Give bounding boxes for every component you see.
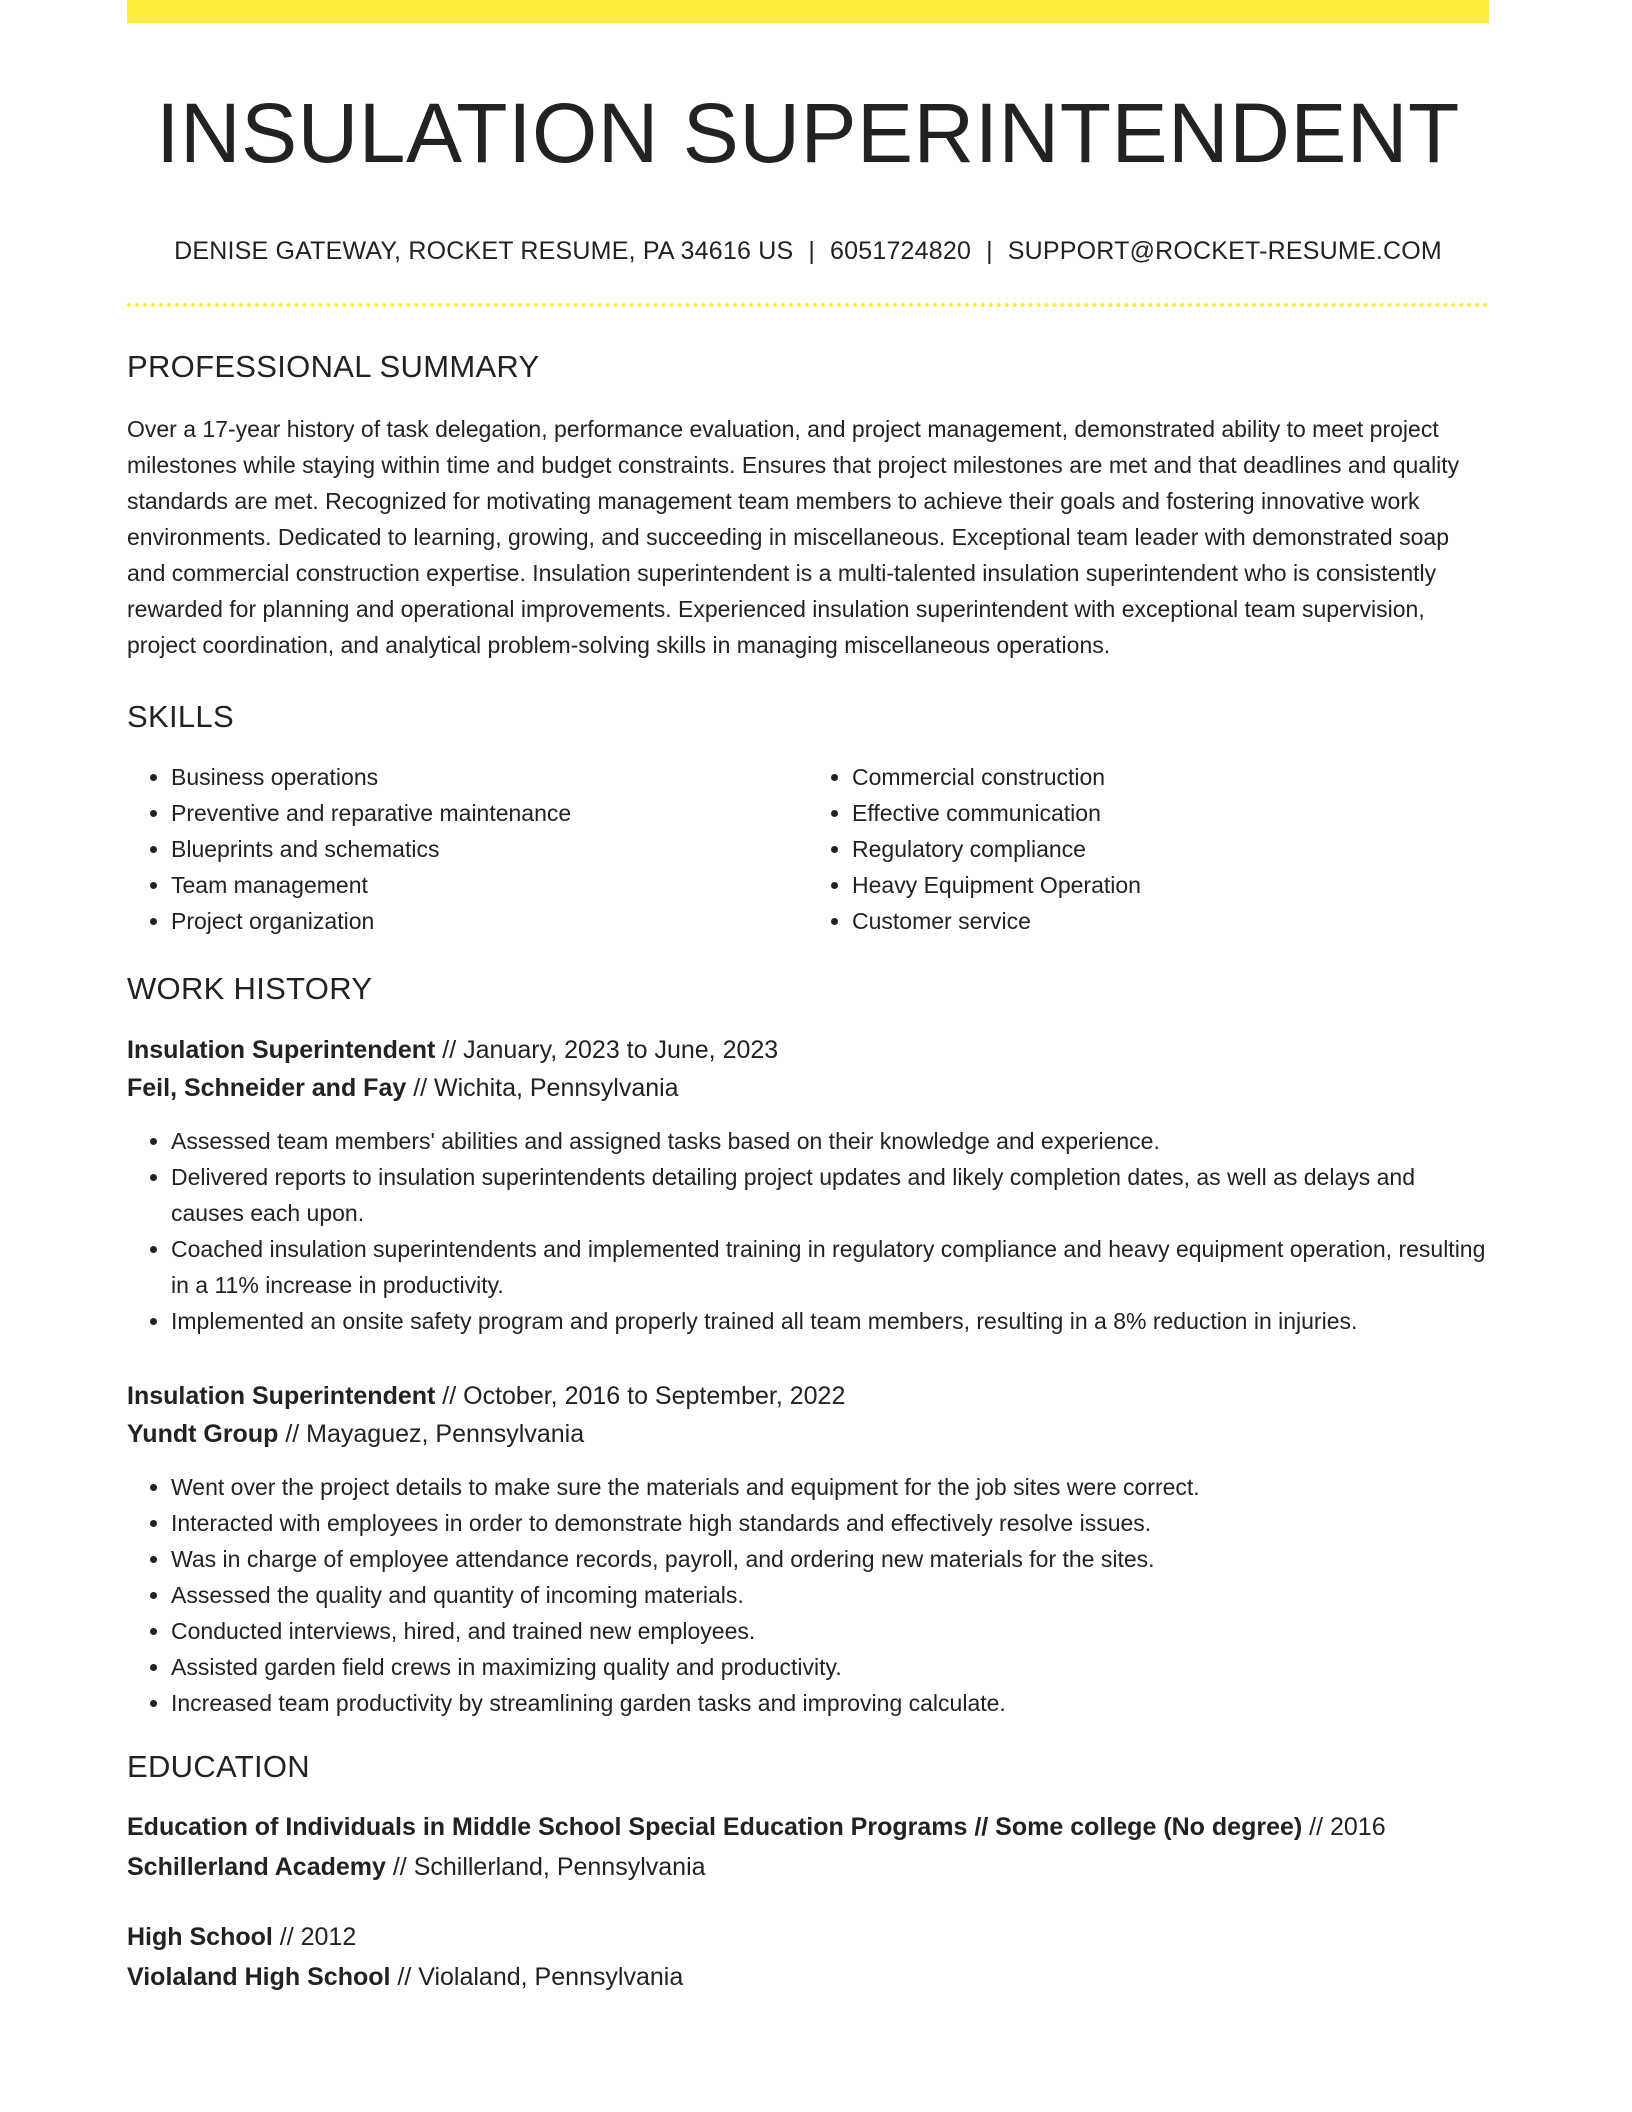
job-bullet: • Increased team productivity by streamlining garden tasks and improving calculate. xyxy=(171,1685,1489,1721)
job-bullet: • Delivered reports to insulation superintendents detailing project updates and likely completion dates, as well as delays and causes each upon. xyxy=(171,1159,1489,1231)
skill-item: • Customer service xyxy=(852,903,1489,939)
skills-column-right xyxy=(808,759,1489,939)
education-entry xyxy=(127,1807,1489,1887)
job-location: // Wichita, Pennsylvania xyxy=(406,1074,679,1102)
resume-title: INSULATION SUPERINTENDENT xyxy=(156,86,1460,180)
education-degree: High School xyxy=(127,1923,273,1951)
skill-item: • Effective communication xyxy=(852,795,1489,831)
job-dates: // October, 2016 to September, 2022 xyxy=(435,1382,846,1410)
job-title-line xyxy=(127,1377,1489,1415)
contact-address: DENISE GATEWAY, ROCKET RESUME, PA 34616 US xyxy=(174,237,794,265)
job-company: Yundt Group xyxy=(127,1420,279,1448)
job-bullet: • Went over the project details to make sure the materials and equipment for the job sites were correct. xyxy=(171,1469,1489,1505)
job-title-line xyxy=(127,1031,1489,1069)
work-history-heading: WORK HISTORY xyxy=(127,971,373,1006)
skills-heading: SKILLS xyxy=(127,699,234,734)
education-heading: EDUCATION xyxy=(127,1749,310,1784)
job-dates: // January, 2023 to June, 2023 xyxy=(435,1036,779,1064)
job-bullet: • Interacted with employees in order to demonstrate high standards and effectively resolve issues. xyxy=(171,1505,1489,1541)
contact-phone: 6051724820 xyxy=(830,237,972,265)
education-school-line xyxy=(127,1847,1489,1887)
skill-item: • Preventive and reparative maintenance xyxy=(171,795,808,831)
job-location: // Mayaguez, Pennsylvania xyxy=(278,1420,585,1448)
job-bullet: • Conducted interviews, hired, and trained new employees. xyxy=(171,1613,1489,1649)
skills-list-right xyxy=(808,759,1489,939)
job-bullet-list xyxy=(127,1469,1489,1721)
education-degree-line xyxy=(127,1917,1489,1957)
contact-separator: | xyxy=(986,237,993,265)
education-school: Schillerland Academy xyxy=(127,1853,386,1881)
education-location: // Schillerland, Pennsylvania xyxy=(385,1853,706,1881)
job-title: Insulation Superintendent xyxy=(127,1036,436,1064)
job-bullet: • Coached insulation superintendents and implemented training in regulatory compliance and heavy equipment operation, resulting in a 11% increase in productivity. xyxy=(171,1231,1489,1303)
education-location: // Violaland, Pennsylvania xyxy=(390,1963,684,1991)
education-school-line xyxy=(127,1957,1489,1997)
job-entry xyxy=(127,1031,1489,1339)
skill-item: • Heavy Equipment Operation xyxy=(852,867,1489,903)
dotted-divider xyxy=(127,303,1489,307)
contact-line xyxy=(127,235,1489,267)
skills-column-left xyxy=(127,759,808,939)
skill-item: • Team management xyxy=(171,867,808,903)
job-entry xyxy=(127,1377,1489,1721)
education-school: Violaland High School xyxy=(127,1963,391,1991)
job-bullet: • Assessed team members' abilities and assigned tasks based on their knowledge and experience. xyxy=(171,1123,1489,1159)
education-entry xyxy=(127,1917,1489,1997)
job-company-line xyxy=(127,1415,1489,1453)
job-bullet-list xyxy=(127,1123,1489,1339)
education-degree: Education of Individuals in Middle School Special Education Programs // Some college (No degree) xyxy=(127,1813,1303,1841)
contact-email: SUPPORT@ROCKET-RESUME.COM xyxy=(1007,237,1442,265)
education-year: // 2012 xyxy=(272,1923,357,1951)
skill-item: • Project organization xyxy=(171,903,808,939)
skill-item: • Blueprints and schematics xyxy=(171,831,808,867)
summary-heading: PROFESSIONAL SUMMARY xyxy=(127,349,540,384)
job-title: Insulation Superintendent xyxy=(127,1382,436,1410)
skills-grid xyxy=(127,759,1489,939)
job-bullet: • Assisted garden field crews in maximizing quality and productivity. xyxy=(171,1649,1489,1685)
education-degree-line xyxy=(127,1807,1489,1847)
job-bullet: • Was in charge of employee attendance records, payroll, and ordering new materials for the sites. xyxy=(171,1541,1489,1577)
job-company-line xyxy=(127,1069,1489,1107)
job-bullet: • Implemented an onsite safety program and properly trained all team members, resulting in a 8% reduction in injuries. xyxy=(171,1303,1489,1339)
education-year: // 2016 xyxy=(1302,1813,1386,1841)
resume-page xyxy=(127,0,1489,1997)
summary-text: Over a 17-year history of task delegation, performance evaluation, and project management, demonstrated ability to meet project milestones while staying within time and budget constraints. Ensures that project milestones are met and that deadlines and quality standards are met. Recognized for motivating management team members to achieve their goals and fostering innovative work environments. Dedicated to learning, growing, and succeeding in miscellaneous. Exceptional team leader with demonstrated soap and commercial construction expertise. Insulation superintendent is a multi-talented insulation superintendent who is consistently rewarded for planning and operational improvements. Experienced insulation superintendent with exceptional team supervision, project coordination, and analytical problem-solving skills in managing miscellaneous operations. xyxy=(127,416,1460,658)
job-company: Feil, Schneider and Fay xyxy=(127,1074,407,1102)
job-bullet: • Assessed the quality and quantity of incoming materials. xyxy=(171,1577,1489,1613)
contact-separator: | xyxy=(808,237,816,265)
accent-top-bar xyxy=(127,0,1489,23)
skill-item: • Commercial construction xyxy=(852,759,1489,795)
skill-item: • Business operations xyxy=(171,759,808,795)
skill-item: • Regulatory compliance xyxy=(852,831,1489,867)
skills-list-left xyxy=(127,759,808,939)
